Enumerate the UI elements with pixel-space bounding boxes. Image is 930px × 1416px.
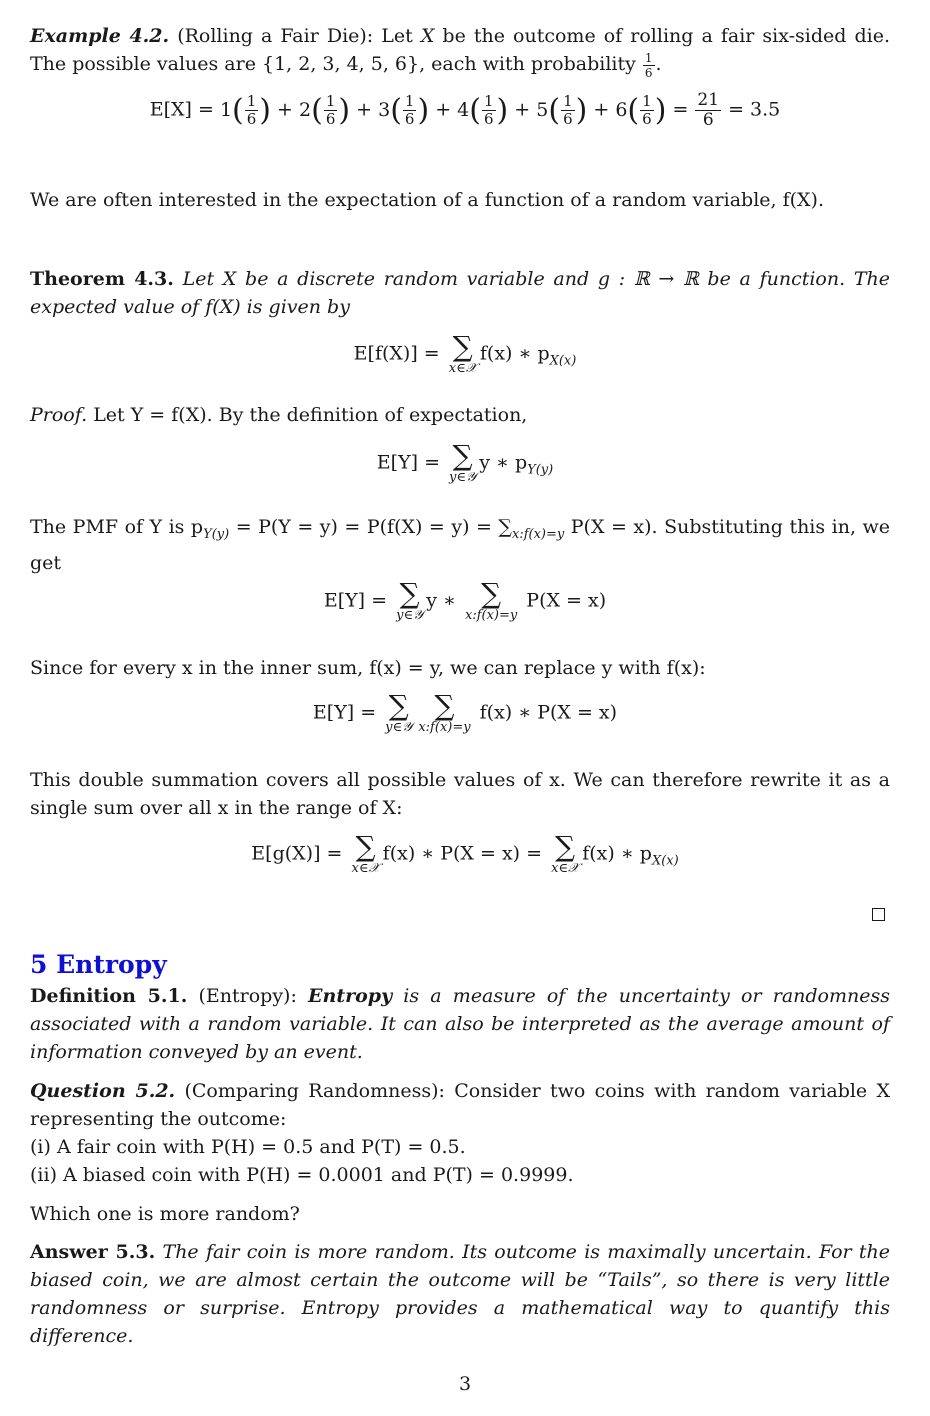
question-paragraph — [30, 1077, 890, 1189]
proof-text: Let Y = f(X). By the definition of expectation, — [93, 404, 528, 426]
since-line: Since for every x in the inner sum, f(x) = y, we can replace y with f(x): — [30, 657, 706, 679]
proof-equation-4: E[g(X)] = ∑ x∈𝒳 f(x) ∗ P(X = x) = ∑ x∈𝒳 f(x) ∗ $p_{X(x)}$ — [251, 830, 679, 876]
section-heading: 5 Entropy — [30, 950, 167, 979]
eq-term-3: 3( $\frac{1}{6}$ ) — [378, 92, 430, 128]
eq-term-6: 6( $\frac{1}{6}$ ) — [615, 92, 667, 128]
eq-term-1: 1( $\frac{1}{6}$ ) — [219, 92, 272, 128]
page-number: 3 — [458, 1373, 472, 1395]
proof-equation-3: E[Y] = ∑ y∈𝒴 ∑ x:f(x)=y f(x) ∗ P(X = x) — [312, 689, 618, 735]
eq-result-value: = 3.5 — [728, 98, 781, 121]
question-label: Question 5.2. — [30, 1080, 176, 1102]
qed-square-icon — [872, 908, 885, 921]
eq-term-4: 4( $\frac{1}{6}$ ) — [457, 92, 509, 128]
definition-label: Definition 5.1. — [30, 985, 188, 1007]
double-summation-paragraph: This double summation covers all possible values of x. We can therefore rewrite it as a single sum over all x in the range of X: — [30, 769, 890, 819]
pmf-paragraph: The PMF of Y is $p_{Y(y)} = P(Y = y) = P(f(X) = y) = \sum_{x:f(x)=y}$ P(X = x). Substituting this in, we get — [30, 516, 891, 574]
interest-line: We are often interested in the expectation of a function of a random variable, f(X). — [30, 189, 825, 211]
example-text2: be the outcome of rolling a fair six-sided die. The possible values are {1, 2, 3, 4, 5, 6}, each with probability — [30, 25, 891, 75]
definition-title: (Entropy): — [198, 985, 297, 1007]
proof-paragraph — [30, 401, 890, 429]
example-title: (Rolling a Fair Die): — [177, 25, 374, 47]
answer-label: Answer 5.3. — [30, 1241, 156, 1263]
definition-term: Entropy — [308, 985, 393, 1007]
example-var: X — [420, 25, 435, 47]
eq-term-2: 2( $\frac{1}{6}$ ) — [299, 92, 351, 128]
definition-text: is a measure of the uncertainty or randomness associated with a random variable. It can also be interpreted as the average amount of information conveyed by an event. — [30, 985, 890, 1063]
definition-paragraph — [30, 982, 890, 1066]
question-item-1: (i) A fair coin with P(H) = 0.5 and P(T) = 0.5. — [30, 1136, 466, 1158]
theorem-text: Let X be a discrete random variable and g : ℝ → ℝ be a function. The expected value of f(X) is given by — [30, 268, 891, 318]
eq-result-fraction: $\frac{21}{6}$ — [697, 90, 720, 130]
question-item-2: (ii) A biased coin with P(H) = 0.0001 and P(T) = 0.9999. — [30, 1164, 574, 1186]
example-paragraph: Example 4.2. (Rolling a Fair Die): Let X be the outcome of rolling a fair six-sided die. The possible values are {1, 2, 3, 4, 5, 6}, each with probability $\frac{1}{6}$ . — [30, 25, 891, 80]
answer-paragraph — [30, 1238, 890, 1350]
example-label: Example 4.2. — [30, 25, 170, 47]
proof-equation-1: E[Y] = ∑ y∈𝒴 y ∗ $p_{Y(y)}$ — [376, 439, 554, 485]
example-equation: E[X] = 1( $\frac{1}{6}$ ) + 2( $\frac{1}{6}$ ) + 3( $\frac{1}{6}$ ) + 4( $\frac{1}{6}$ ) + 5( $\frac{1}{6}$ ) + 6( $\frac{1}{6}$ ) = $\frac{21}{6}$ = 3.5 — [149, 90, 781, 130]
answer-text: The fair coin is more random. Its outcome is maximally uncertain. For the biased coin, we are almost certain the outcome will be “Tails”, so there is very little randomness or surprise. Entropy provides a mathematical way to quantify this difference. — [30, 1241, 891, 1347]
example-prob-fraction: $\frac{1}{6}$ — [644, 50, 653, 80]
example-text1: Let — [381, 25, 413, 47]
question-text: (Comparing Randomness): Consider two coins with random variable X representing the outcome: — [30, 1080, 890, 1130]
question-closing: Which one is more random? — [30, 1203, 300, 1225]
theorem-label: Theorem 4.3. — [30, 268, 174, 290]
eq-term-5: 5( $\frac{1}{6}$ ) — [536, 92, 588, 128]
sum-symbol: ∑ x∈𝒳 — [448, 330, 477, 376]
theorem-paragraph — [30, 265, 890, 321]
proof-equation-2: E[Y] = ∑ y∈𝒴 y ∗ ∑ x:f(x)=y P(X = x) — [323, 577, 607, 623]
theorem-equation: E[f(X)] = ∑ x∈𝒳 f(x) ∗ $p_{X(x)}$ — [353, 330, 577, 376]
proof-label: Proof. — [30, 404, 88, 426]
eq-lhs: E[X] = — [149, 98, 220, 121]
